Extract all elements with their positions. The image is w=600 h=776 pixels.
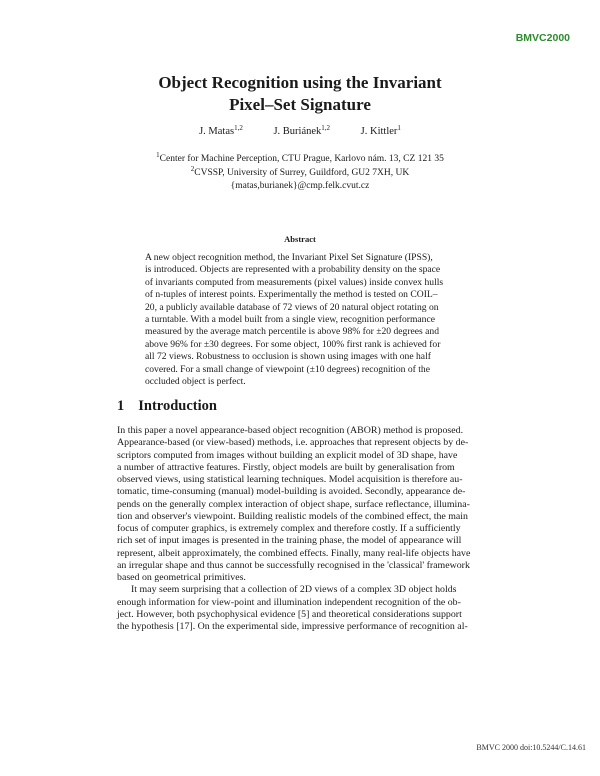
abstract-line: is introduced. Objects are represented with a probability density on the space — [145, 264, 441, 276]
body-line: enough information for view-point and illumination independent recognition of the ob- — [117, 596, 461, 608]
author — [199, 126, 243, 137]
abstract-line: above 96% for ±30 degrees. For some object, 100% first rank is achieved for — [145, 338, 441, 350]
body-line: scriptors computed from images without building an explicit model of 3D shape, have — [117, 449, 458, 461]
body-line: In this paper a novel appearance-based object recognition (ABOR) method is proposed. — [117, 425, 464, 436]
affiliation-text: Center for Machine Perception, CTU Prague, Karlovo nám. 13, CZ 121 35 — [159, 154, 444, 164]
body-line: represent, albeit approximately, the combined effects. Finally, many real-life objects have — [117, 547, 471, 559]
affiliation-mark: 1 — [156, 151, 160, 159]
section-heading — [117, 398, 217, 415]
body-line: a number of attractive features. Firstly, object models are built by generalisation from — [117, 461, 455, 473]
author-affiliation-mark: 1,2 — [321, 124, 331, 132]
abstract-line: of invariants computed from measurements (pixel values) inside convex hulls — [145, 276, 444, 288]
body-line: tion and observer's viewpoint. Building realistic models of the combined effect, the main — [117, 510, 468, 522]
abstract-heading: Abstract — [284, 234, 316, 244]
body-line: an irregular shape and thus cannot be successfully recognised in the 'classical' framework — [117, 559, 470, 571]
affiliation-line — [0, 153, 600, 167]
body-line: Appearance-based (or view-based) methods, i.e. approaches that represent objects by de- — [117, 437, 469, 449]
abstract-line: a turntable. With a model built from a single view, recognition performance — [145, 314, 435, 326]
author-list — [0, 126, 600, 137]
paper-title — [0, 72, 600, 116]
abstract-line: covered. For a small change of viewpoint (±10 degrees) recognition of the — [145, 363, 430, 375]
doi-footer: BMVC 2000 doi:10.5244/C.14.61 — [476, 743, 586, 752]
body-line: based on geometrical primitives. — [117, 572, 246, 583]
abstract-body — [145, 252, 456, 388]
affiliation-line — [0, 164, 600, 181]
affiliations — [0, 153, 600, 194]
abstract-line: A new object recognition method, the Invariant Pixel Set Signature (IPSS), — [145, 252, 433, 263]
abstract-line: measured by the average match percentile is above 98% for ±20 degrees and — [145, 326, 440, 338]
abstract-line: of n-tuples of interest points. Experimentally the method is tested on COIL– — [145, 289, 438, 301]
title-line-1: Object Recognition using the Invariant — [158, 73, 442, 92]
body-line: the hypothesis [17]. On the experimental side, impressive performance of recognition al- — [117, 621, 468, 632]
conference-badge: BMVC2000 — [515, 32, 570, 44]
body-line: focus of computer graphics, is extremely complex and therefore costly. If a sufficiently — [117, 523, 461, 534]
author-affiliation-mark: 1,2 — [234, 124, 243, 132]
body-line: rich set of input images is presented in the training phase, the model of appearance will — [117, 535, 462, 547]
author — [273, 126, 330, 137]
body-line: It may seem surprising that a collection of 2D views of a complex 3D object holds — [131, 584, 457, 596]
affiliation-text: CVSSP, University of Surrey, Guildford, GU2 7XH, UK — [194, 167, 410, 178]
body-line: tomatic, time-consuming (manual) model-building is avoided. Secondly, appearance de- — [117, 486, 466, 498]
author-emails: {matas,burianek}@cmp.felk.cvut.cz — [230, 181, 370, 191]
author-name: J. Kittler — [360, 126, 398, 137]
body-line: ject. However, both psychophysical evidence [5] and theoretical considerations support — [117, 608, 462, 620]
body-line: observed views, using statistical learning techniques. Model acquisition is therefore au- — [117, 474, 463, 485]
section-title: Introduction — [138, 398, 217, 414]
author-name: J. Buriánek — [273, 126, 322, 137]
section-number: 1 — [117, 398, 125, 414]
author-name: J. Matas — [199, 126, 235, 137]
abstract-line: 20, a publicly available database of 72 views of 20 natural object rotating on — [145, 301, 439, 313]
affiliation-mark: 2 — [190, 164, 195, 173]
abstract-line: occluded object is perfect. — [145, 376, 246, 388]
body-line: pends on the generally complex interaction of object shape, surface reflectance, illumina- — [117, 498, 470, 510]
title-line-2: Pixel–Set Signature — [229, 95, 371, 114]
author-affiliation-mark: 1 — [397, 124, 401, 132]
abstract-line: all 72 views. Robustness to occlusion is shown using images with one half — [145, 351, 431, 363]
author — [361, 126, 401, 137]
body-text — [117, 425, 483, 633]
